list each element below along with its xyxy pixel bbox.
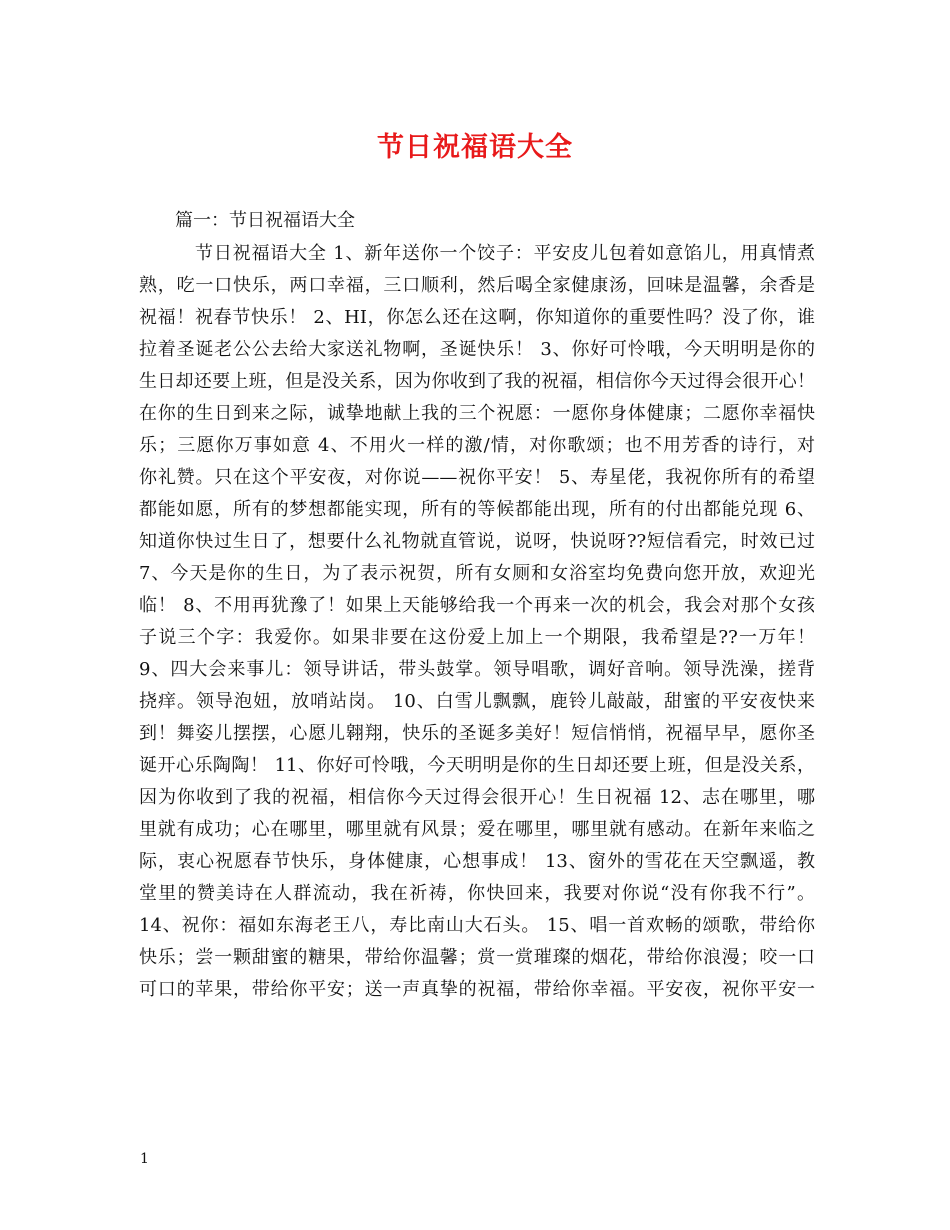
paragraph-line: 知道你快过生日了，想要什么礼物就直管说，说呀，快说呀??短信看完，时效已过 [139,531,815,552]
paragraph-line: 祝福！祝春节快乐！ 2、HI，你怎么还在这啊，你知道你的重要性吗？没了你，谁 [139,307,815,328]
paragraph-line: 熟，吃一口快乐，两口幸福，三口顺利，然后喝全家健康汤，回味是温馨，余香是 [139,275,815,296]
paragraph-line: 14、祝你：福如东海老王八，寿比南山大石头。 15、唱一首欢畅的颂歌，带给你 [139,915,815,936]
paragraph-line: 因为你收到了我的祝福，相信你今天过得会很开心！生日祝福 12、志在哪里，哪 [139,787,815,808]
section-heading: 篇一：节日祝福语大全 [175,210,355,231]
paragraph-line: 堂里的赞美诗在人群流动，我在祈祷，你快回来，我要对你说“没有你我不行”。 [139,883,815,904]
paragraph-line: 9、四大会来事儿：领导讲话，带头鼓掌。领导唱歌，调好音响。领导洗澡，搓背 [139,659,815,680]
paragraph-line: 里就有成功；心在哪里，哪里就有风景；爱在哪里，哪里就有感动。在新年来临之 [139,819,815,840]
page-number: 1 [140,1151,149,1167]
paragraph-line: 子说三个字：我爱你。如果非要在这份爱上加上一个期限，我希望是??一万年！ [139,627,815,648]
paragraph-line: 诞开心乐陶陶！ 11、你好可怜哦，今天明明是你的生日却还要上班，但是没关系， [139,755,815,776]
paragraph-line: 拉着圣诞老公公去给大家送礼物啊，圣诞快乐！ 3、你好可怜哦，今天明明是你的 [139,339,815,360]
paragraph-line: 在你的生日到来之际，诚挚地献上我的三个祝愿：一愿你身体健康；二愿你幸福快 [139,403,815,424]
document-title: 节日祝福语大全 [377,132,573,163]
paragraph-line: 挠痒。领导泡妞，放哨站岗。 10、白雪儿飘飘，鹿铃儿敲敲，甜蜜的平安夜快来 [139,691,815,712]
paragraph-line: 到！舞姿儿摆摆，心愿儿翱翔，快乐的圣诞多美好！短信悄悄，祝福早早，愿你圣 [139,723,815,744]
paragraph-line: 节日祝福语大全 1、新年送你一个饺子：平安皮儿包着如意馅儿，用真情煮 [195,243,815,264]
paragraph-line: 际，衷心祝愿春节快乐，身体健康，心想事成！ 13、窗外的雪花在天空飘遥，教 [139,851,815,872]
paragraph-line: 临！ 8、不用再犹豫了！如果上天能够给我一个再来一次的机会，我会对那个女孩 [139,595,815,616]
body-paragraph [139,238,815,1006]
paragraph-line: 7、今天是你的生日，为了表示祝贺，所有女厕和女浴室均免费向您开放，欢迎光 [139,563,815,584]
paragraph-line: 你礼赞。只在这个平安夜，对你说——祝你平安！ 5、寿星佬，我祝你所有的希望 [139,467,815,488]
paragraph-line: 都能如愿，所有的梦想都能实现，所有的等候都能出现，所有的付出都能兑现 6、 [139,499,815,520]
paragraph-line: 乐；三愿你万事如意 4、不用火一样的激/情，对你歌颂；也不用芳香的诗行，对 [139,435,815,456]
paragraph-line: 生日却还要上班，但是没关系，因为你收到了我的祝福，相信你今天过得会很开心！ [139,371,815,392]
paragraph-line: 快乐；尝一颗甜蜜的糖果，带给你温馨；赏一赏璀璨的烟花，带给你浪漫；咬一口 [139,947,815,968]
paragraph-line: 可口的苹果，带给你平安；送一声真挚的祝福，带给你幸福。平安夜，祝你平安一 [139,979,815,1000]
